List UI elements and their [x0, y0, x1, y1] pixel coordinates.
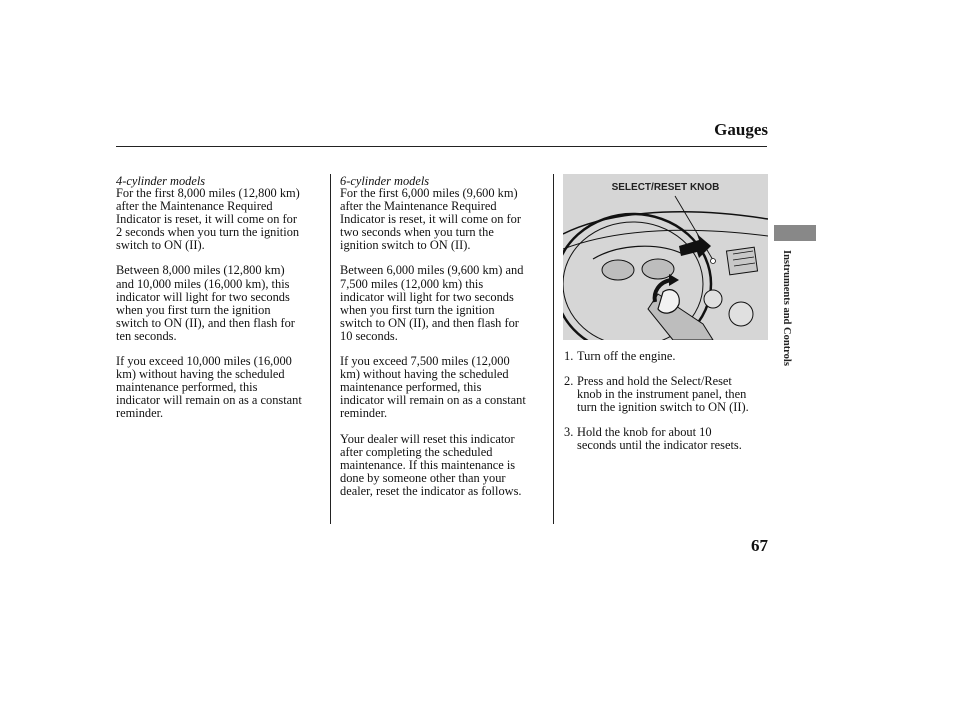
middle-paragraph-1: For the first 6,000 miles (9,600 km) after the Maintenance Required Indicator is reset, it will come on for two seconds when you turn the ignition switch to ON (II). [340, 186, 521, 253]
step-number: 1. [564, 349, 574, 363]
left-column [116, 187, 326, 433]
dashboard-illustration [563, 174, 768, 340]
section-tab-marker [774, 225, 816, 241]
middle-column [340, 187, 550, 510]
figure-callout-label: SELECT/RESET KNOB [611, 182, 720, 193]
left-paragraph-1: For the first 8,000 miles (12,800 km) after the Maintenance Required Indicator is reset, it will come on for 2 seconds when you turn the ignition switch to ON (II). [116, 186, 300, 253]
left-column-heading: 4-cylinder models [116, 174, 206, 188]
step-number: 3. [564, 425, 574, 440]
section-tab-label: Instruments and Controls [781, 250, 792, 366]
step-text: Press and hold the Select/Reset knob in the instrument panel, then turn the ignition switch to ON (II). [577, 374, 749, 415]
middle-paragraph-3: If you exceed 7,500 miles (12,000 km) without having the scheduled maintenance performed, this indicator will remain on as a constant reminder. [340, 354, 526, 421]
reset-steps [564, 350, 774, 465]
left-paragraph-3: If you exceed 10,000 miles (16,000 km) without having the scheduled maintenance performed, this indicator will remain on as a constant reminder. [116, 354, 302, 421]
middle-column-heading: 6-cylinder models [340, 174, 430, 188]
column-divider-1 [330, 174, 331, 524]
step-text: Hold the knob for about 10 seconds until the indicator resets. [577, 425, 742, 453]
middle-paragraph-2: Between 6,000 miles (9,600 km) and 7,500 miles (12,000 km) this indicator will light for two seconds when you first turn the ignition switch to ON (II), and then flash for 10 seconds. [340, 263, 524, 343]
step-text: Turn off the engine. [577, 349, 676, 363]
dashboard-figure [563, 174, 768, 340]
column-divider-2 [553, 174, 554, 524]
left-paragraph-2: Between 8,000 miles (12,800 km) and 10,000 miles (16,000 km), this indicator will light for two seconds when you first turn the ignition switch to ON (II), and then flash for ten seconds. [116, 263, 295, 343]
step-number: 2. [564, 374, 574, 389]
middle-paragraph-4: Your dealer will reset this indicator after completing the scheduled maintenance. If this maintenance is done by someone other than your dealer, reset the indicator as follows. [340, 431, 522, 498]
step-1 [564, 350, 774, 363]
step-3 [564, 426, 774, 452]
page-title: Gauges [714, 120, 768, 139]
page-number: 67 [751, 536, 768, 555]
header-rule [116, 146, 767, 147]
step-2 [564, 375, 774, 414]
